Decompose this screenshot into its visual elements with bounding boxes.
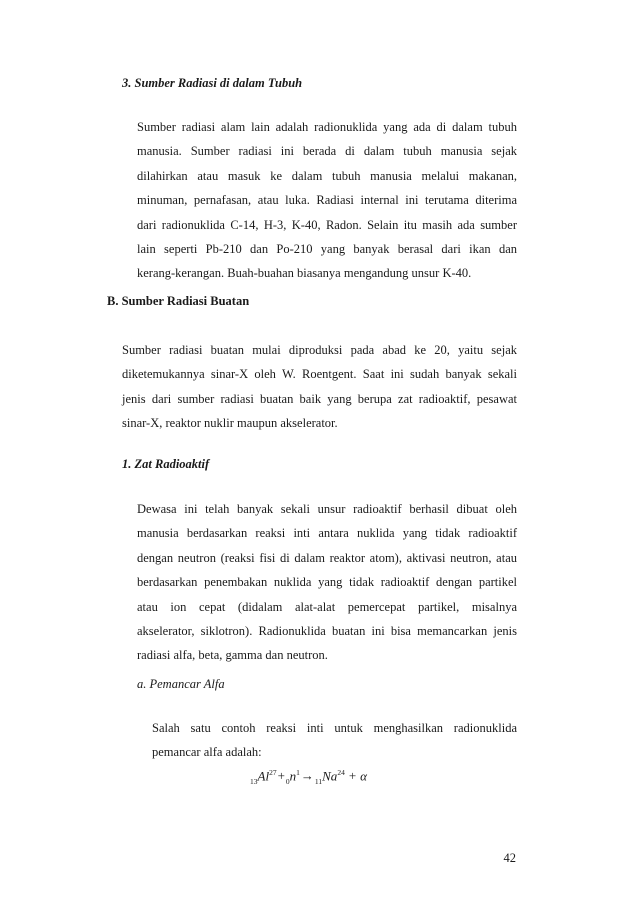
text-line: minuman, pernafasan, atau luka. Radiasi internal ini terutama diterima (137, 193, 517, 208)
text-line: dengan neutron (reaksi fisi di dalam reaktor atom), aktivasi neutron, atau (137, 550, 517, 565)
page-number: 42 (503, 851, 516, 865)
al-mass-number: 27 (269, 768, 277, 777)
text-line: akselerator, siklotron). Radionuklida buatan ini bisa memancarkan jenis (137, 623, 517, 638)
na-atomic-number: 11 (314, 776, 323, 786)
text-line: pemancar alfa adalah: (152, 745, 262, 760)
text-line: dari radionuklida C-14, H-3, K-40, Radon. Selain itu masih ada sumber (137, 217, 517, 232)
text-line: berdasarkan penembakan nuklida yang tidak radioaktif dengan partikel (137, 575, 517, 590)
text-line: sinar-X, reaktor nuklir maupun akselerator. (122, 416, 338, 431)
text-line: kerang-kerangan. Buah-buahan biasanya mengandung unsur K-40. (137, 266, 472, 281)
plus-sign: + (348, 768, 357, 784)
n-mass-number: 1 (296, 768, 300, 777)
text-line: manusia. Sumber radiasi ini berada di dalam tubuh manusia sejak (137, 144, 517, 159)
na-mass-number: 24 (337, 768, 345, 777)
heading-sumber-radiasi-tubuh: 3. Sumber Radiasi di dalam Tubuh (122, 76, 303, 90)
text-line: Salah satu contoh reaksi inti untuk menghasilkan radionuklida (152, 721, 517, 735)
heading-pemancar-alfa: a. Pemancar Alfa (137, 677, 225, 691)
text-line: dilahirkan atau masuk ke dalam tubuh manusia melalui makanan, (137, 168, 517, 183)
paragraph-pemancar-alfa (152, 716, 517, 765)
paragraph-radiasi-tubuh (137, 115, 517, 286)
text-line: Sumber radiasi buatan mulai diproduksi pada abad ke 20, yaitu sejak (122, 343, 517, 357)
alpha-symbol: α (360, 768, 367, 784)
plus-sign: + (277, 768, 285, 784)
paragraph-radiasi-buatan (122, 338, 517, 436)
na-symbol: Na (322, 768, 338, 784)
text-line: diketemukannya sinar-X oleh W. Roentgent. Saat ini sudah banyak sekali (122, 367, 517, 382)
n-atomic-number: 0 (285, 776, 290, 786)
al-symbol: Al (257, 768, 270, 784)
text-line: lain seperti Pb-210 dan Po-210 yang banyak berasal dari ikan dan (137, 241, 517, 256)
al-atomic-number: 13 (250, 776, 258, 786)
heading-sumber-radiasi-buatan: B. Sumber Radiasi Buatan (107, 294, 250, 308)
text-line: jenis dari sumber radiasi buatan baik yang berupa zat radioaktif, pesawat (122, 391, 517, 406)
heading-zat-radioaktif: 1. Zat Radioaktif (122, 457, 210, 471)
arrow-symbol: → (300, 768, 314, 784)
text-line: atau ion cepat (didalam alat-alat pemercepat partikel, misalnya (137, 599, 517, 614)
text-line: Dewasa ini telah banyak sekali unsur radioaktif berhasil dibuat oleh (137, 502, 517, 516)
paragraph-zat-radioaktif (137, 497, 517, 668)
text-line: manusia berdasarkan reaksi inti antara nuklida yang tidak radioaktif (137, 526, 517, 541)
nuclear-reaction-formula (250, 768, 367, 786)
n-symbol: n (289, 768, 297, 784)
text-line: radiasi alfa, beta, gamma dan neutron. (137, 648, 328, 663)
text-line: Sumber radiasi alam lain adalah radionuklida yang ada di dalam tubuh (137, 120, 517, 134)
